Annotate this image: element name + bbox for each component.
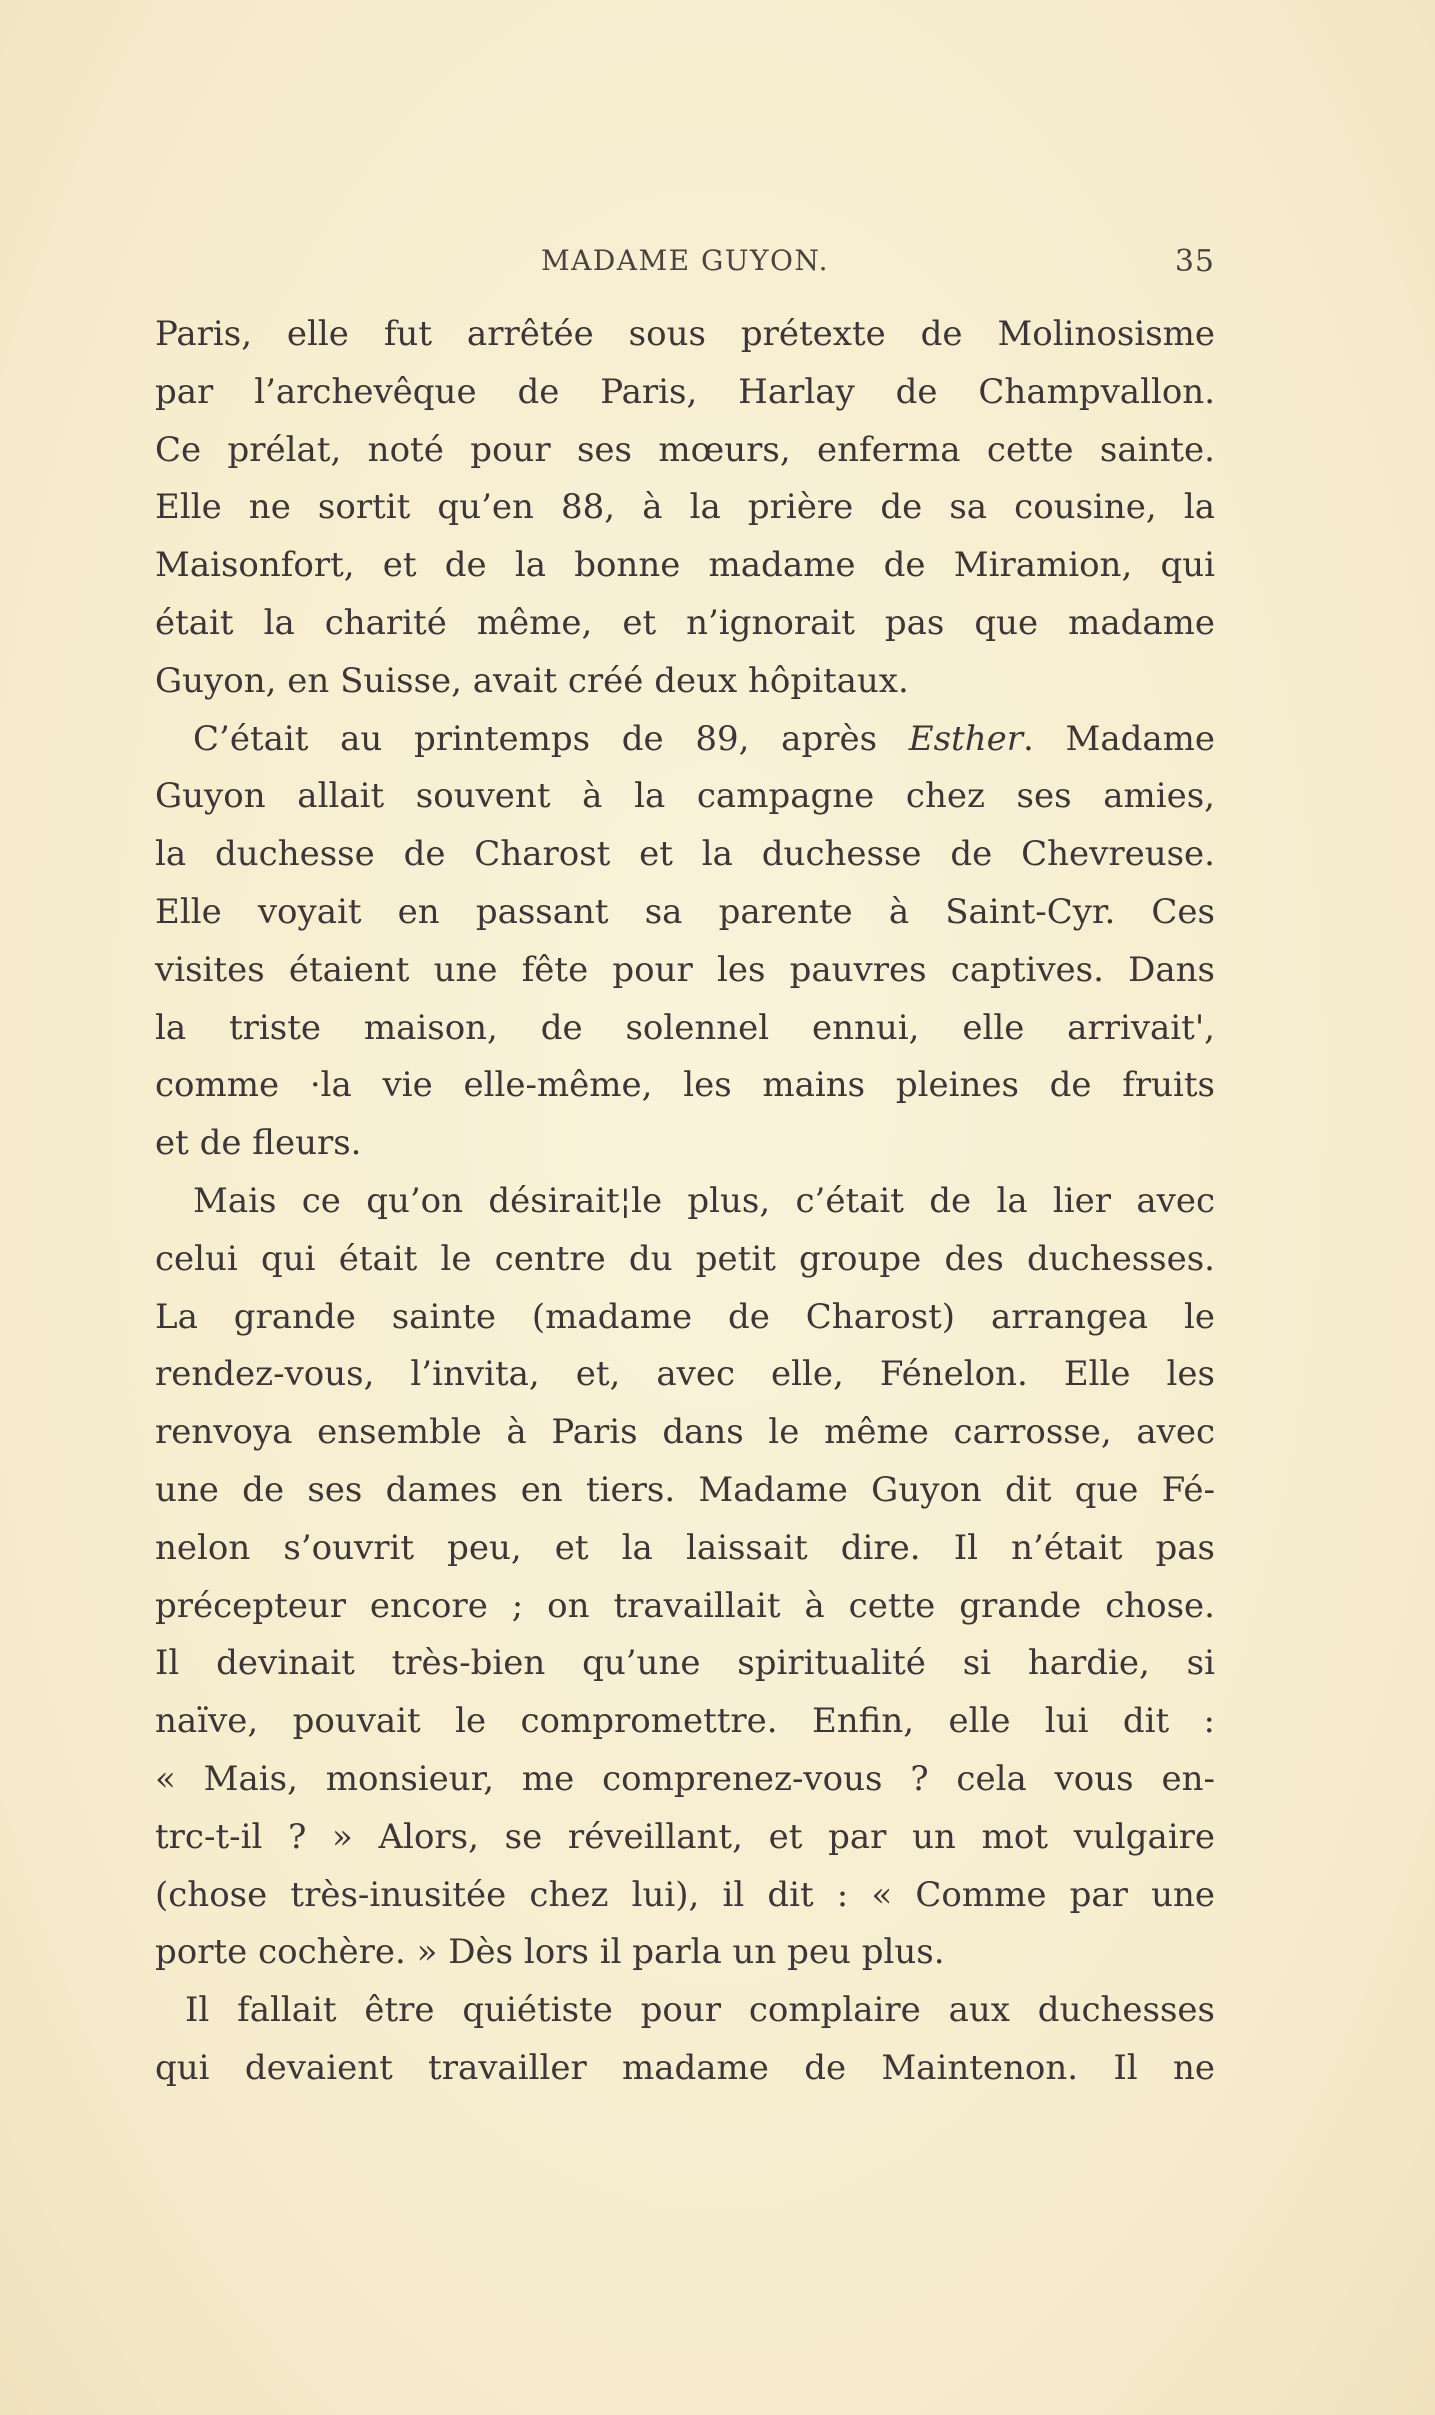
running-title: MADAME GUYON. [540, 244, 830, 277]
text-line: Elle voyait en passant sa parente à Saint-Cyr. Ces [155, 891, 1215, 932]
text-line: Paris, elle fut arrêtée sous prétexte de Molinosisme [155, 314, 1215, 354]
text-fragment: C’était au printemps de 89, après [193, 718, 878, 759]
italic-title: Esther [908, 718, 1023, 759]
text-line: nelon s’ouvrit peu, et la laissait dire. Il n’était pas [155, 1527, 1215, 1568]
text-line: trc-t-il ? » Alors, se réveillant, et par un mot vulgaire [155, 1816, 1215, 1857]
text-line: porte cochère. » Dès lors il parla un peu plus. [155, 1932, 945, 1973]
text-line: Guyon, en Suisse, avait créé deux hôpitaux. [155, 660, 909, 701]
text-line: Maisonfort, et de la bonne madame de Miramion, qui [155, 545, 1215, 586]
text-line: La grande sainte (madame de Charost) arrangea le [155, 1296, 1215, 1337]
body-text [155, 306, 1215, 2098]
text-line: comme ·la vie elle-même, les mains pleines de fruits [155, 1065, 1215, 1106]
text-line: visites étaient une fête pour les pauvres captives. Dans [155, 949, 1215, 990]
text-line: la triste maison, de solennel ennui, elle arrivait', [155, 1007, 1215, 1048]
text-line: une de ses dames en tiers. Madame Guyon dit que Fé- [155, 1469, 1215, 1510]
text-fragment: . Madame [1022, 718, 1215, 759]
text-line: Guyon allait souvent à la campagne chez ses amies, [155, 776, 1215, 817]
text-line: naïve, pouvait le compromettre. Enfin, elle lui dit : [155, 1701, 1215, 1742]
text-line: et de fleurs. [155, 1123, 362, 1164]
text-line: précepteur encore ; on travaillait à cette grande chose. [155, 1585, 1215, 1626]
text-line: Mais ce qu’on désirait¦le plus, c’était de la lier avec [193, 1180, 1215, 1221]
text-line: rendez-vous, l’invita, et, avec elle, Fénelon. Elle les [155, 1354, 1215, 1395]
text-line: Ce prélat, noté pour ses mœurs, enferma cette sainte. [155, 429, 1215, 470]
text-line: était la charité même, et n’ignorait pas que madame [155, 602, 1215, 643]
text-line [155, 711, 1215, 769]
text-line: la duchesse de Charost et la duchesse de Chevreuse. [155, 834, 1215, 875]
text-line: Elle ne sortit qu’en 88, à la prière de sa cousine, la [155, 487, 1215, 528]
text-line: Il fallait être quiétiste pour complaire aux duchesses [185, 1990, 1215, 2031]
page-header [155, 244, 1215, 284]
page-number: 35 [1174, 244, 1215, 279]
text-line: Il devinait très-bien qu’une spiritualité si hardie, si [155, 1643, 1215, 1684]
text-line: par l’archevêque de Paris, Harlay de Champvallon. [155, 371, 1215, 412]
text-line: « Mais, monsieur, me comprenez-vous ? cela vous en- [155, 1758, 1215, 1799]
text-line: qui devaient travailler madame de Maintenon. Il ne [155, 2047, 1215, 2088]
text-line: celui qui était le centre du petit groupe des duchesses. [155, 1238, 1215, 1279]
text-line: (chose très-inusitée chez lui), il dit : « Comme par une [155, 1874, 1215, 1915]
text-line: renvoya ensemble à Paris dans le même carrosse, avec [155, 1412, 1215, 1453]
